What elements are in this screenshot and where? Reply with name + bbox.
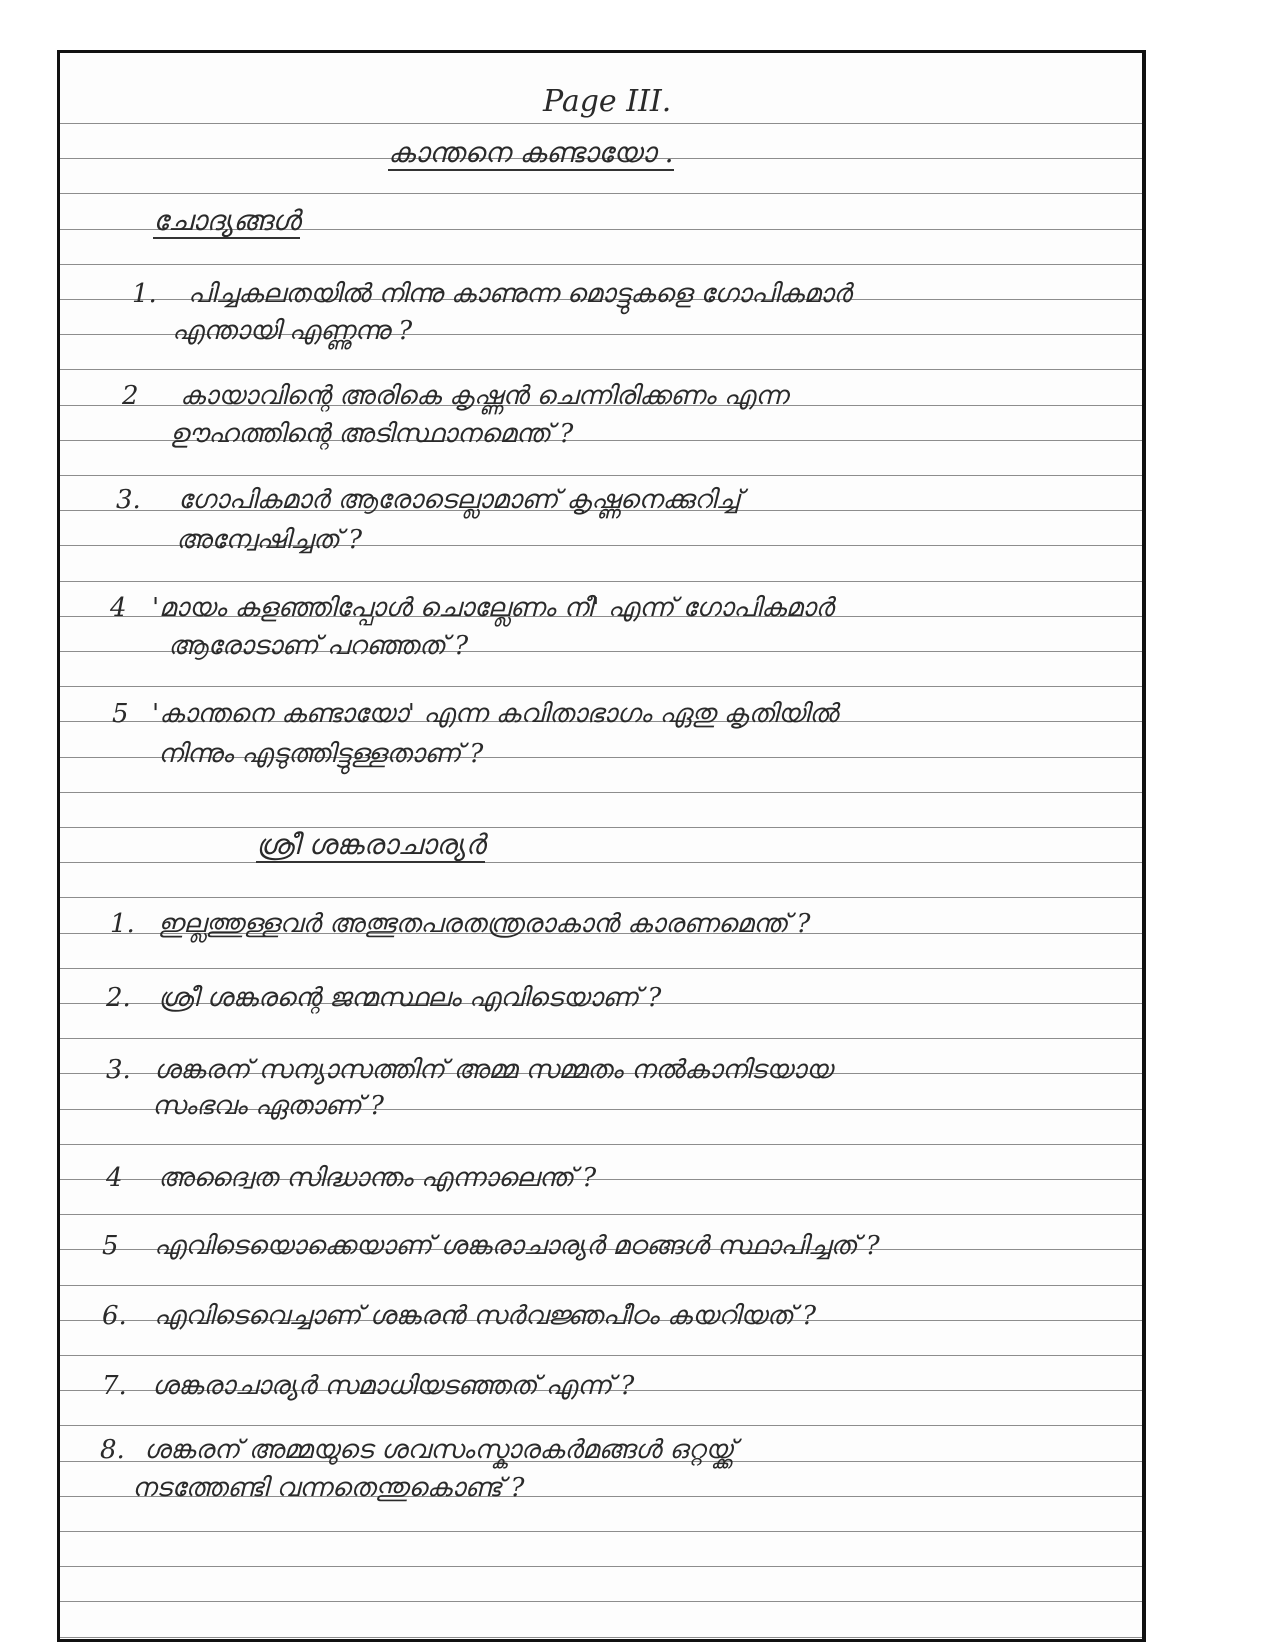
s2-q4-line1: അദ്വൈത സിദ്ധാന്തം എന്നാലെന്ത് ?	[158, 1163, 597, 1193]
section2-title: ശ്രീ ശങ്കരാചാര്യർ	[256, 828, 486, 861]
s1-q5-line1: 'കാന്തനെ കണ്ടായോ' എന്ന കവിതാഭാഗം ഏതു കൃതിയിൽ	[152, 699, 838, 729]
s2-q5-num: 5	[102, 1231, 119, 1261]
s1-q3-line1: ഗോപികമാർ ആരോടെല്ലാമാണ് കൃഷ്ണനെക്കുറിച്ച്	[178, 485, 741, 515]
s1-q1-line1: പിച്ചകലതയിൽ നിന്നു കാണുന്ന മൊട്ടുകളെ ഗോപികമാർ	[188, 279, 852, 309]
questions-heading: ചോദ്യങ്ങൾ	[153, 204, 301, 237]
s2-q8-line1: ശങ്കരന് അമ്മയുടെ ശവസംസ്കാരകർമങ്ങൾ ഒറ്റയ്ക്ക്	[144, 1435, 735, 1465]
s2-q8-line2: നടത്തേണ്ടി വന്നതെന്തുകൊണ്ട് ?	[132, 1473, 525, 1503]
poem-title: കാന്തനെ കണ്ടായോ .	[388, 136, 674, 169]
s1-q1-line2: എന്തായി എണ്ണുന്നു ?	[172, 316, 413, 346]
s1-q4-num: 4	[110, 593, 127, 623]
s1-q2-line1: കായാവിന്റെ അരികെ കൃഷ്ണൻ ചെന്നിരിക്കണം എന്ന	[180, 381, 788, 411]
s2-q3-num: 3.	[106, 1055, 131, 1085]
s1-q2-num: 2	[122, 381, 139, 411]
s2-q3-line1: ശങ്കരന് സന്യാസത്തിന് അമ്മ സമ്മതം നൽകാനിടയായ	[154, 1055, 833, 1085]
s1-q5-num: 5	[112, 699, 129, 729]
s2-q7-num: 7.	[102, 1371, 127, 1401]
s2-q2-line1: ശ്രീ ശങ്കരന്റെ ജന്മസ്ഥലം എവിടെയാണ് ?	[158, 983, 662, 1013]
s2-q6-line1: എവിടെവെച്ചാണ് ശങ്കരൻ സർവജ്ഞപീഠം കയറിയത് ?	[154, 1301, 817, 1331]
s1-q5-line2: നിന്നും എടുത്തിട്ടുള്ളതാണ് ?	[158, 739, 484, 769]
s2-q6-num: 6.	[102, 1301, 127, 1331]
s1-q2-line2: ഊഹത്തിന്റെ അടിസ്ഥാനമെന്ത് ?	[170, 419, 574, 449]
s2-q3-line2: സംഭവം ഏതാണ് ?	[152, 1091, 384, 1121]
s2-q8-num: 8.	[100, 1435, 125, 1465]
s2-q4-num: 4	[106, 1163, 123, 1193]
s2-q5-line1: എവിടെയൊക്കെയാണ് ശങ്കരാചാര്യർ മഠങ്ങൾ സ്ഥാപിച്ചത് ?	[154, 1231, 880, 1261]
page-label: Page III.	[543, 84, 672, 119]
s1-q4-line1: 'മായം കളഞ്ഞിപ്പോൾ ചൊല്ലേണം നീ' എന്ന് ഗോപികമാർ	[152, 593, 834, 623]
s2-q7-line1: ശങ്കരാചാര്യർ സമാധിയടഞ്ഞത് എന്ന് ?	[152, 1371, 635, 1401]
s1-q1-num: 1.	[132, 279, 157, 309]
s2-q1-line1: ഇല്ലത്തുള്ളവർ അത്ഭുതപരതന്ത്രരാകാൻ കാരണമെന്ത് ?	[158, 909, 811, 939]
s1-q3-line2: അന്വേഷിച്ചത് ?	[176, 525, 363, 555]
s1-q3-num: 3.	[116, 485, 141, 515]
s2-q2-num: 2.	[106, 983, 131, 1013]
s1-q4-line2: ആരോടാണ് പറഞ്ഞത് ?	[168, 631, 469, 661]
s2-q1-num: 1.	[110, 909, 135, 939]
notebook-page	[57, 50, 1146, 1642]
